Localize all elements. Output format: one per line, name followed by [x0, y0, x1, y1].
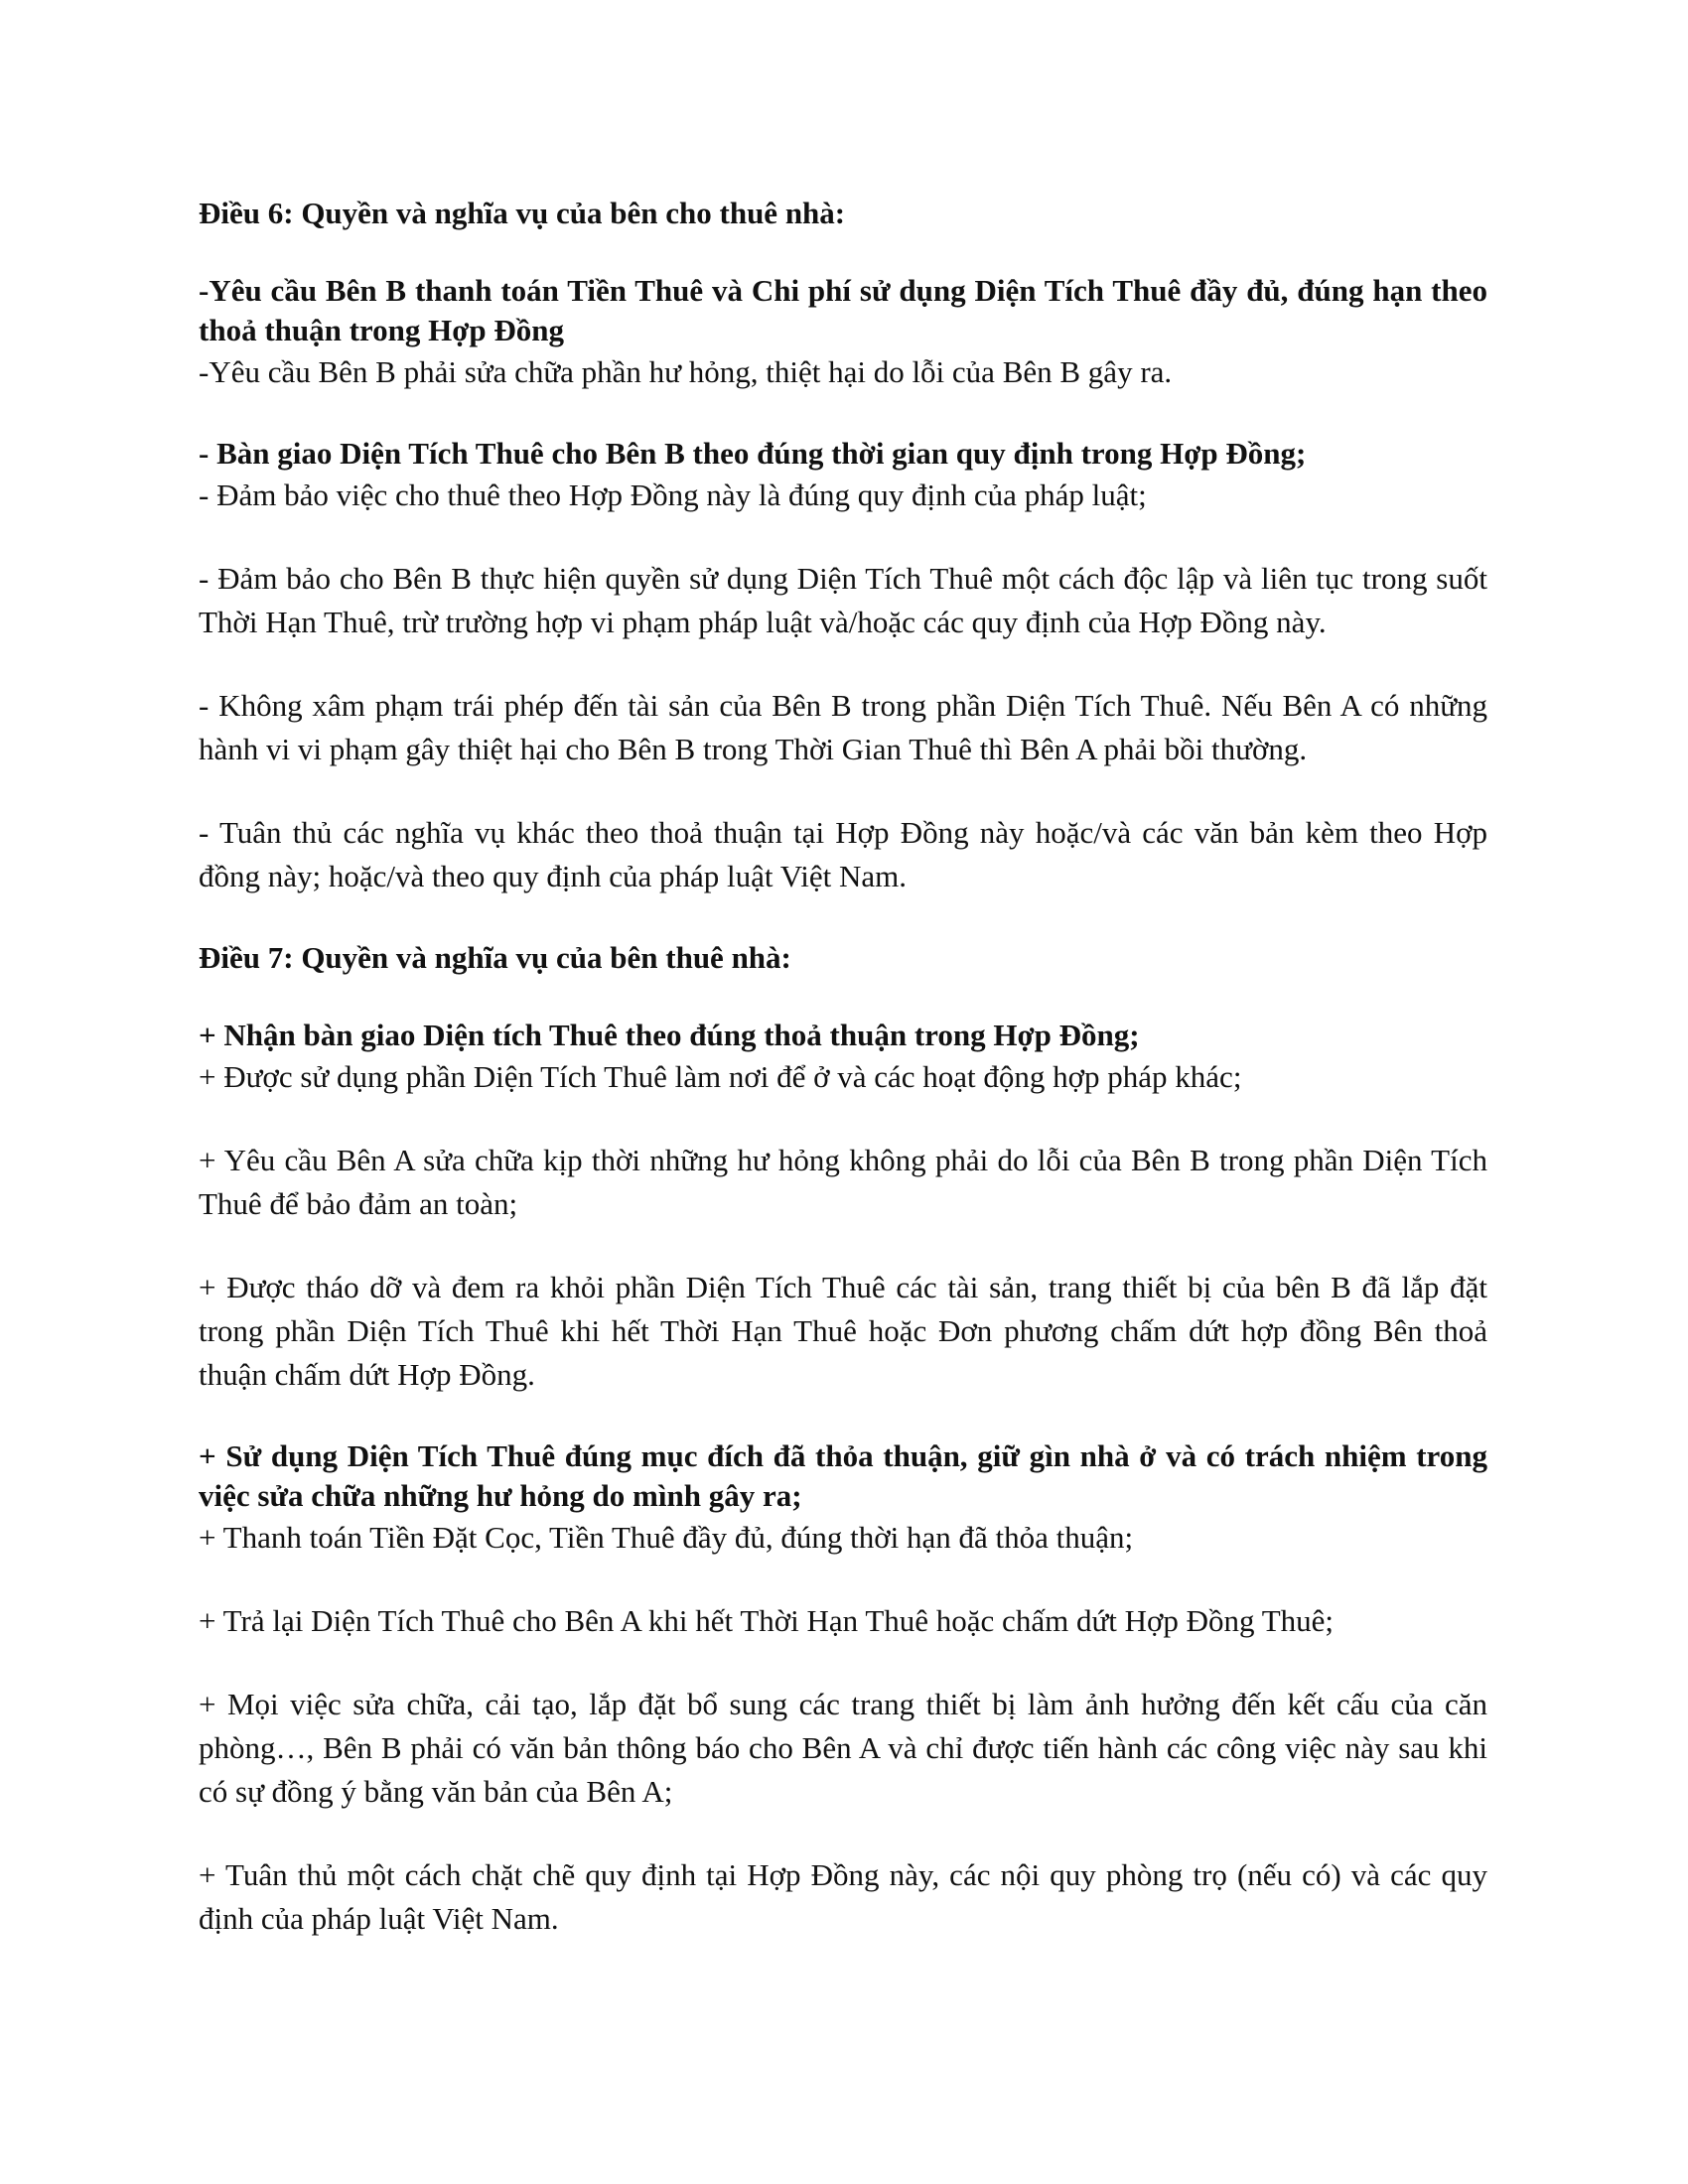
- article-7-paragraph-8: + Mọi việc sửa chữa, cải tạo, lắp đặt bổ sung các trang thiết bị làm ảnh hưởng đến kết cấu của căn phòng…, Bên B phải có văn bản thông báo cho Bên A và chỉ được tiến hành các công việc này sau khi có sự đồng ý bằng văn bản của Bên A;: [199, 1687, 1487, 1809]
- article-6-paragraph-2: -Yêu cầu Bên B phải sửa chữa phần hư hỏng, thiệt hại do lỗi của Bên B gây ra.: [199, 354, 1173, 389]
- article-6-paragraph-5: - Đảm bảo cho Bên B thực hiện quyền sử dụng Diện Tích Thuê một cách độc lập và liên tục trong suốt Thời Hạn Thuê, trừ trường hợp vi phạm pháp luật và/hoặc các quy định của Hợp Đồng này.: [199, 561, 1487, 639]
- article-6-heading: Điều 6: Quyền và nghĩa vụ của bên cho thuê nhà:: [199, 196, 846, 230]
- article-7-paragraph-4: + Được tháo dỡ và đem ra khỏi phần Diện Tích Thuê các tài sản, trang thiết bị của bên B đã lắp đặt trong phần Diện Tích Thuê khi hết Thời Hạn Thuê hoặc Đơn phương chấm dứt hợp đồng Bên thoả thuận chấm dứt Hợp Đồng.: [199, 1270, 1487, 1392]
- article-7-paragraph-9: + Tuân thủ một cách chặt chẽ quy định tại Hợp Đồng này, các nội quy phòng trọ (nếu có) và các quy định của pháp luật Việt Nam.: [199, 1857, 1487, 1936]
- article-6-paragraph-7: - Tuân thủ các nghĩa vụ khác theo thoả thuận tại Hợp Đồng này hoặc/và các văn bản kèm theo Hợp đồng này; hoặc/và theo quy định của pháp luật Việt Nam.: [199, 815, 1487, 893]
- article-6-paragraph-3: - Bàn giao Diện Tích Thuê cho Bên B theo đúng thời gian quy định trong Hợp Đồng;: [199, 436, 1307, 471]
- article-7-paragraph-6: + Thanh toán Tiền Đặt Cọc, Tiền Thuê đầy đủ, đúng thời hạn đã thỏa thuận;: [199, 1520, 1134, 1555]
- article-7-heading: Điều 7: Quyền và nghĩa vụ của bên thuê nhà:: [199, 940, 791, 975]
- article-7-paragraph-3: + Yêu cầu Bên A sửa chữa kịp thời những hư hỏng không phải do lỗi của Bên B trong phần Diện Tích Thuê để bảo đảm an toàn;: [199, 1143, 1487, 1221]
- article-6-paragraph-1: -Yêu cầu Bên B thanh toán Tiền Thuê và Chi phí sử dụng Diện Tích Thuê đầy đủ, đúng hạn theo thoả thuận trong Hợp Đồng: [199, 273, 1487, 347]
- document-body: [199, 194, 1487, 1941]
- article-7-paragraph-2: + Được sử dụng phần Diện Tích Thuê làm nơi để ở và các hoạt động hợp pháp khác;: [199, 1059, 1242, 1094]
- article-6-paragraph-4: - Đảm bảo việc cho thuê theo Hợp Đồng này là đúng quy định của pháp luật;: [199, 478, 1147, 512]
- article-6-paragraph-6: - Không xâm phạm trái phép đến tài sản của Bên B trong phần Diện Tích Thuê. Nếu Bên A có những hành vi vi phạm gây thiệt hại cho Bên B trong Thời Gian Thuê thì Bên A phải bồi thường.: [199, 688, 1487, 766]
- article-7-paragraph-1: + Nhận bàn giao Diện tích Thuê theo đúng thoả thuận trong Hợp Đồng;: [199, 1018, 1140, 1052]
- article-7-paragraph-5: + Sử dụng Diện Tích Thuê đúng mục đích đã thỏa thuận, giữ gìn nhà ở và có trách nhiệm trong việc sửa chữa những hư hỏng do mình gây ra;: [199, 1438, 1487, 1513]
- article-7-paragraph-7: + Trả lại Diện Tích Thuê cho Bên A khi hết Thời Hạn Thuê hoặc chấm dứt Hợp Đồng Thuê;: [199, 1603, 1335, 1638]
